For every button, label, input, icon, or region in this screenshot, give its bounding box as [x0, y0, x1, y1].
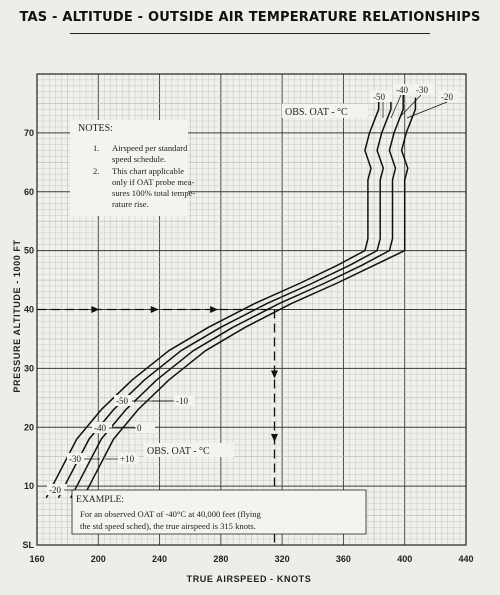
- note-1-line-1: Airspeed per standard: [112, 143, 188, 153]
- note-1-line-2: speed schedule.: [112, 154, 166, 164]
- y-tick-label: 60: [23, 186, 34, 197]
- curve-label-bottom-1: -10: [176, 396, 188, 406]
- y-tick-label: 40: [23, 304, 34, 315]
- note-2-num: 2.: [93, 166, 100, 176]
- curve-label-top-2: -30: [416, 85, 428, 95]
- x-tick-label: 440: [458, 554, 474, 564]
- y-tick-label: SL: [22, 540, 34, 550]
- curve-label-top-0: -50: [373, 92, 385, 102]
- x-tick-label: 360: [335, 554, 351, 564]
- x-tick-label: 320: [274, 554, 290, 564]
- note-2-line-2: only if OAT probe mea-: [112, 177, 195, 187]
- example-line-2: the std speed sched), the true airspeed is 315 knots.: [80, 521, 256, 531]
- y-tick-label: 50: [23, 245, 34, 256]
- chart-title: TAS - ALTITUDE - OUTSIDE AIR TEMPERATURE RELATIONSHIPS: [19, 10, 481, 25]
- x-tick-label: 200: [90, 554, 106, 564]
- curve-label-bottom-6: -20: [49, 485, 61, 495]
- curve-label-bottom-5: +10: [120, 454, 135, 464]
- notes-box: [70, 120, 195, 216]
- curve-label-bottom-3: 0: [137, 423, 142, 433]
- curve-label-bottom-0: -50: [116, 396, 128, 406]
- y-tick-label: 70: [23, 127, 34, 138]
- curve-label-top-3: -20: [441, 92, 453, 102]
- note-2-line-3: sures 100% total tempe-: [112, 188, 196, 198]
- curve-label-top-1: -40: [396, 85, 408, 95]
- note-2-line-4: rature rise.: [112, 199, 149, 209]
- curve-label-bottom-2: -40: [94, 423, 106, 433]
- x-axis-label: TRUE AIRSPEED - KNOTS: [186, 574, 312, 584]
- example-box: [72, 490, 366, 534]
- note-2-line-1: This chart applicable: [112, 166, 185, 176]
- x-tick-label: 400: [397, 554, 413, 564]
- oat-label-bottom: OBS. OAT - °C: [147, 446, 210, 457]
- notes-heading: NOTES:: [78, 123, 113, 134]
- y-tick-label: 30: [23, 363, 34, 374]
- x-tick-label: 280: [213, 554, 229, 564]
- x-tick-label: 240: [152, 554, 168, 564]
- x-tick-label: 160: [29, 554, 45, 564]
- curve-label-bottom-4: -30: [69, 454, 81, 464]
- y-tick-label: 10: [23, 481, 34, 492]
- oat-label-top: OBS. OAT - °C: [285, 107, 348, 118]
- example-heading: EXAMPLE:: [76, 494, 124, 505]
- note-1-num: 1.: [93, 143, 100, 153]
- example-line-1: For an observed OAT of -40°C at 40,000 feet (flying: [80, 509, 261, 519]
- y-axis-label: PRESSURE ALTITUDE - 1000 FT: [12, 239, 22, 393]
- y-tick-label: 20: [23, 422, 34, 433]
